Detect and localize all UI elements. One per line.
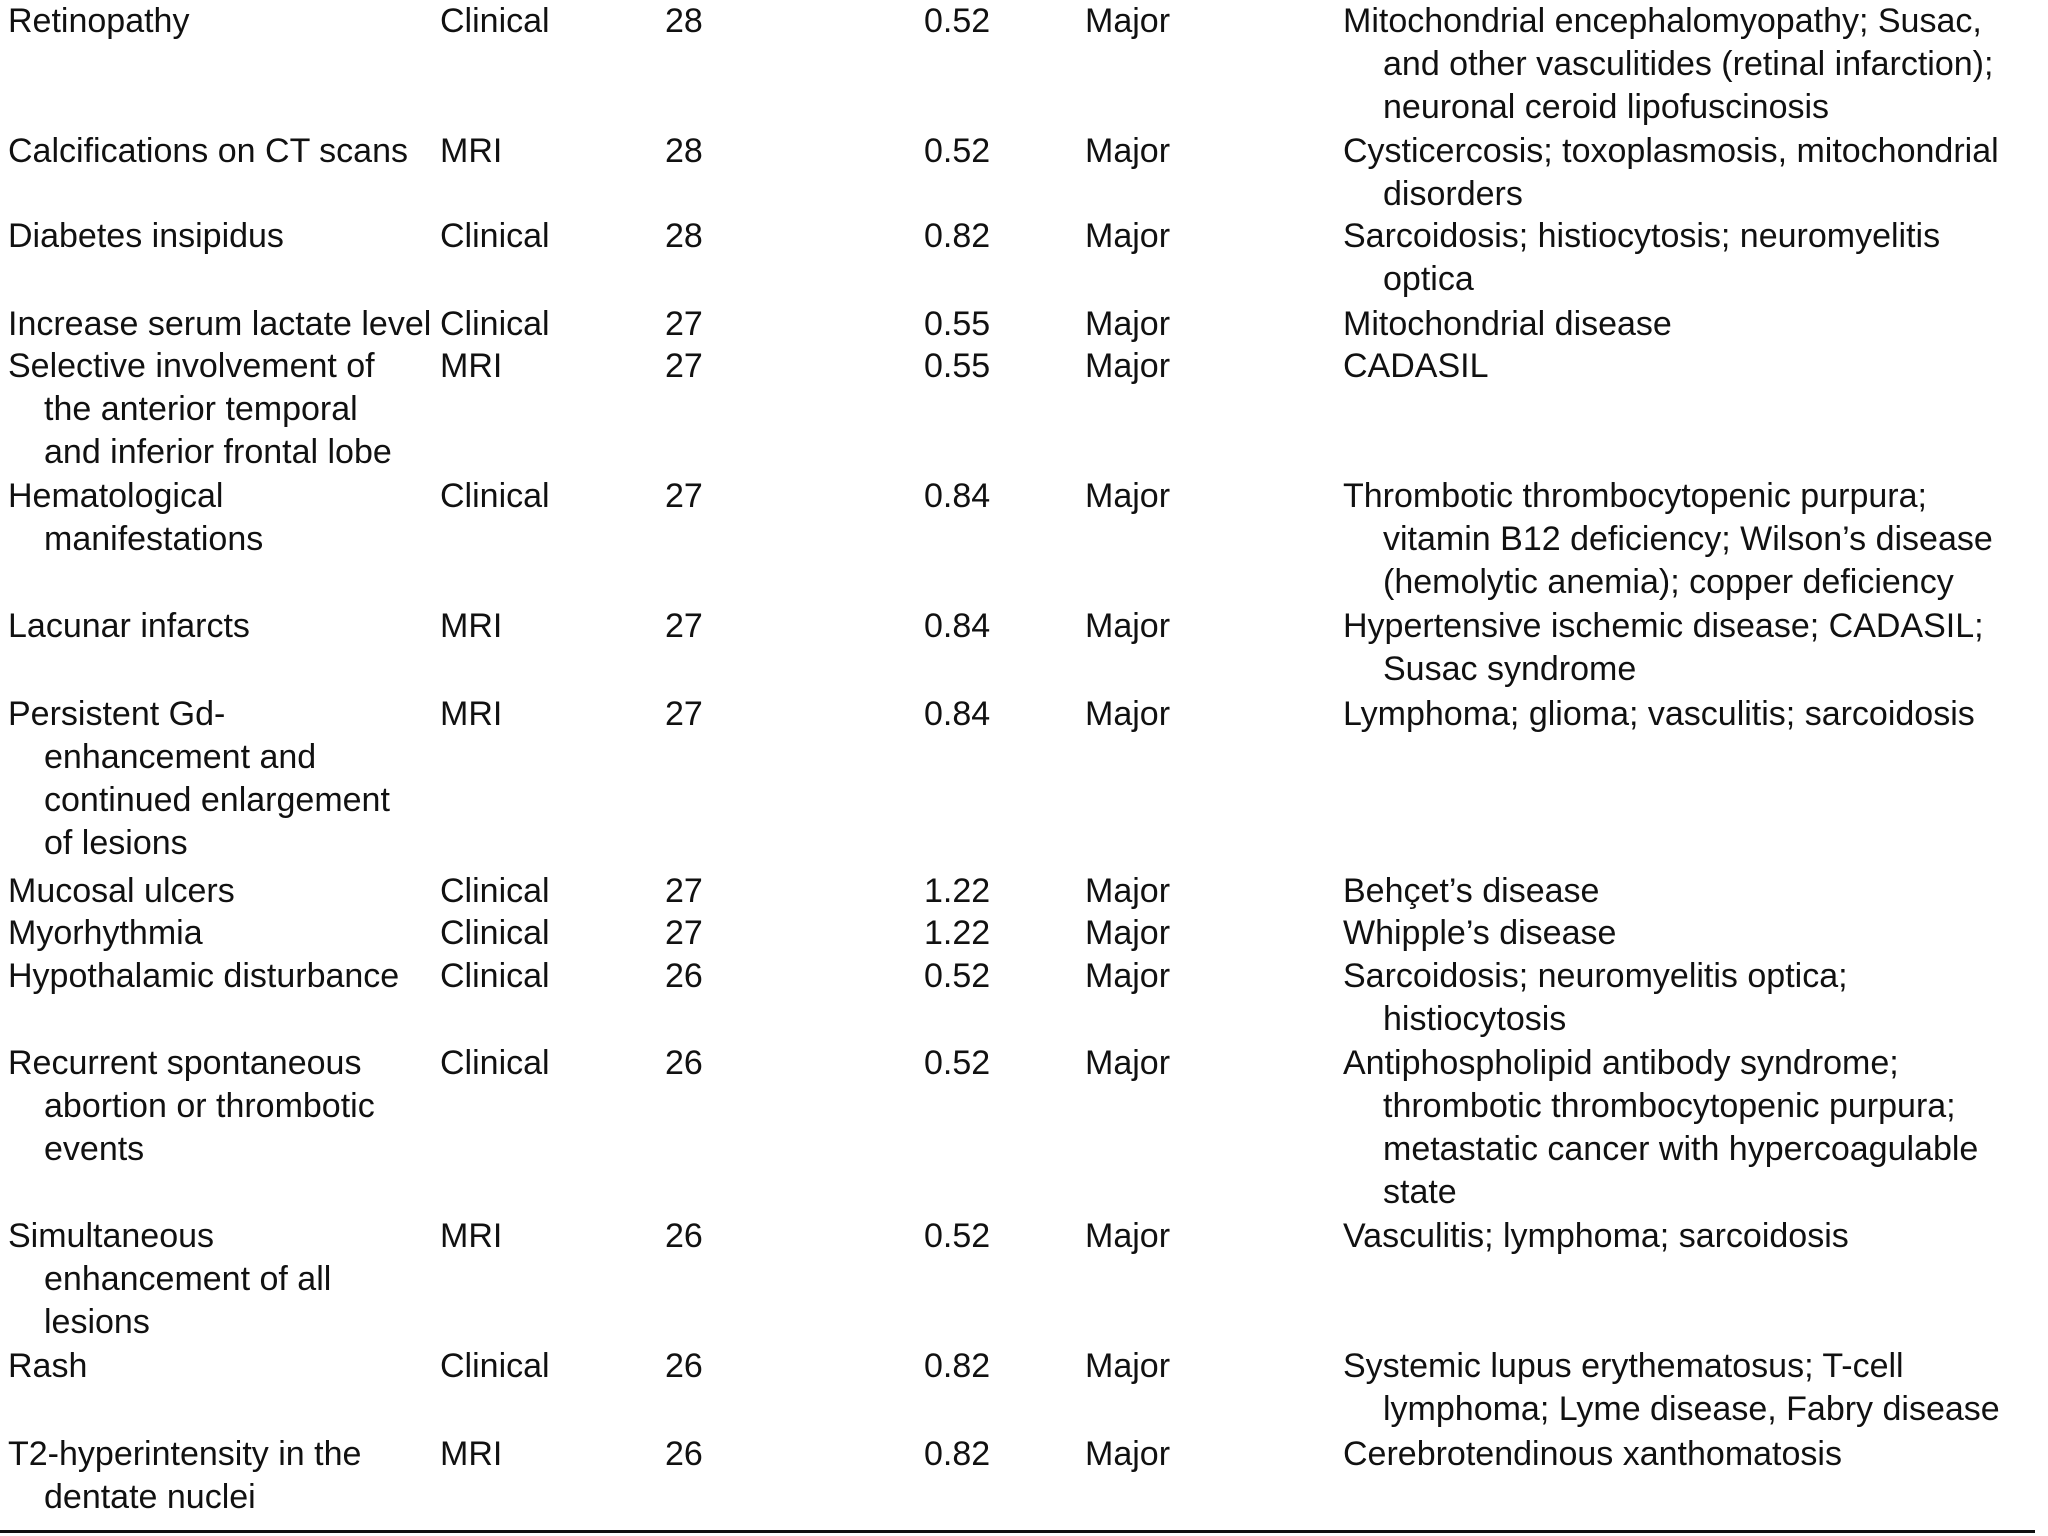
source-cell: MRI xyxy=(440,607,503,645)
alternative-diagnoses-cell xyxy=(1343,345,1489,388)
alternative-diagnoses-cell xyxy=(1343,130,1999,216)
alternative-diagnoses-text: Thrombotic thrombocytopenic purpura; xyxy=(1343,477,1927,515)
count-cell: 27 xyxy=(665,914,703,952)
alternative-diagnoses-text: Cerebrotendinous xanthomatosis xyxy=(1343,1435,1842,1473)
feature-text: events xyxy=(44,1130,145,1168)
ratio-cell: 0.82 xyxy=(924,217,991,255)
count-cell: 26 xyxy=(665,957,703,995)
alternative-diagnoses-cell xyxy=(1343,605,1984,691)
alternative-diagnoses-text: CADASIL xyxy=(1343,347,1489,385)
alternative-diagnoses-text: Sarcoidosis; neuromyelitis optica; xyxy=(1343,957,1848,995)
table-bottom-rule xyxy=(0,1530,2035,1533)
feature-text: Diabetes insipidus xyxy=(8,217,284,255)
count-cell: 28 xyxy=(665,217,703,255)
alternative-diagnoses-text: and other vasculitides (retinal infarction); xyxy=(1383,45,1994,83)
feature-text: Lacunar infarcts xyxy=(8,607,250,645)
alternative-diagnoses-text: Whipple’s disease xyxy=(1343,914,1617,952)
classification-cell: Major xyxy=(1085,1435,1171,1473)
feature-cell xyxy=(8,693,433,865)
ratio-cell: 1.22 xyxy=(924,914,991,952)
feature-text: Myorhythmia xyxy=(8,914,203,952)
feature-text: Mucosal ulcers xyxy=(8,872,235,910)
alternative-diagnoses-cell xyxy=(1343,0,1993,129)
source-cell: Clinical xyxy=(440,1347,550,1385)
alternative-diagnoses-text: Sarcoidosis; histiocytosis; neuromyelitis xyxy=(1343,217,1941,255)
ratio-cell: 0.52 xyxy=(924,2,991,40)
alternative-diagnoses-text: Systemic lupus erythematosus; T-cell xyxy=(1343,1347,1904,1385)
classification-cell: Major xyxy=(1085,695,1171,733)
feature-text: continued enlargement xyxy=(44,781,390,819)
source-cell: Clinical xyxy=(440,957,550,995)
feature-text: dentate nuclei xyxy=(44,1478,256,1516)
alternative-diagnoses-text: Antiphospholipid antibody syndrome; xyxy=(1343,1044,1899,1082)
source-cell: MRI xyxy=(440,132,503,170)
classification-cell: Major xyxy=(1085,2,1171,40)
classification-cell: Major xyxy=(1085,217,1171,255)
alternative-diagnoses-cell xyxy=(1343,1042,1978,1214)
classification-cell: Major xyxy=(1085,1217,1171,1255)
feature-cell xyxy=(8,870,433,913)
feature-cell xyxy=(8,1433,433,1519)
feature-cell xyxy=(8,1345,433,1388)
ratio-cell: 0.52 xyxy=(924,1044,991,1082)
count-cell: 26 xyxy=(665,1435,703,1473)
alternative-diagnoses-text: Lymphoma; glioma; vasculitis; sarcoidosis xyxy=(1343,695,1975,733)
source-cell: Clinical xyxy=(440,217,550,255)
source-cell: Clinical xyxy=(440,1044,550,1082)
ratio-cell: 0.52 xyxy=(924,957,991,995)
alternative-diagnoses-text: thrombotic thrombocytopenic purpura; xyxy=(1383,1087,1956,1125)
alternative-diagnoses-text: Vasculitis; lymphoma; sarcoidosis xyxy=(1343,1217,1849,1255)
feature-text: the anterior temporal xyxy=(44,390,358,428)
feature-text: Retinopathy xyxy=(8,2,190,40)
feature-cell xyxy=(8,475,433,561)
ratio-cell: 0.84 xyxy=(924,477,991,515)
feature-cell xyxy=(8,1042,433,1171)
feature-cell xyxy=(8,605,433,648)
alternative-diagnoses-cell xyxy=(1343,215,1940,301)
feature-text: T2-hyperintensity in the xyxy=(8,1435,362,1473)
classification-cell: Major xyxy=(1085,347,1171,385)
count-cell: 27 xyxy=(665,695,703,733)
ratio-cell: 0.55 xyxy=(924,305,991,343)
classification-cell: Major xyxy=(1085,1044,1171,1082)
alternative-diagnoses-text: Susac syndrome xyxy=(1383,650,1637,688)
source-cell: Clinical xyxy=(440,872,550,910)
alternative-diagnoses-text: Behçet’s disease xyxy=(1343,872,1600,910)
feature-text: Selective involvement of xyxy=(8,347,375,385)
alternative-diagnoses-text: vitamin B12 deficiency; Wilson’s disease xyxy=(1383,520,1993,558)
classification-cell: Major xyxy=(1085,132,1171,170)
count-cell: 26 xyxy=(665,1347,703,1385)
alternative-diagnoses-text: histiocytosis xyxy=(1383,1000,1567,1038)
feature-cell xyxy=(8,912,433,955)
alternative-diagnoses-text: lymphoma; Lyme disease, Fabry disease xyxy=(1383,1390,2000,1428)
ratio-cell: 1.22 xyxy=(924,872,991,910)
feature-text: Simultaneous xyxy=(8,1217,215,1255)
alternative-diagnoses-cell xyxy=(1343,1215,1849,1258)
classification-cell: Major xyxy=(1085,607,1171,645)
count-cell: 27 xyxy=(665,477,703,515)
ratio-cell: 0.84 xyxy=(924,695,991,733)
feature-text: Increase serum lactate level xyxy=(8,305,432,343)
count-cell: 28 xyxy=(665,2,703,40)
alternative-diagnoses-cell xyxy=(1343,303,1672,346)
source-cell: MRI xyxy=(440,695,503,733)
alternative-diagnoses-text: optica xyxy=(1383,260,1474,298)
feature-cell xyxy=(8,0,433,43)
feature-text: enhancement and xyxy=(44,738,317,776)
ratio-cell: 0.84 xyxy=(924,607,991,645)
alternative-diagnoses-text: disorders xyxy=(1383,175,1523,213)
alternative-diagnoses-cell xyxy=(1343,475,1993,604)
feature-text: and inferior frontal lobe xyxy=(44,433,392,471)
alternative-diagnoses-text: metastatic cancer with hypercoagulable xyxy=(1383,1130,1979,1168)
feature-text: abortion or thrombotic xyxy=(44,1087,375,1125)
alternative-diagnoses-cell xyxy=(1343,1433,1842,1476)
feature-text: Persistent Gd- xyxy=(8,695,226,733)
alternative-diagnoses-text: (hemolytic anemia); copper deficiency xyxy=(1383,563,1954,601)
count-cell: 26 xyxy=(665,1217,703,1255)
alternative-diagnoses-cell xyxy=(1343,912,1616,955)
feature-text: lesions xyxy=(44,1303,150,1341)
alternative-diagnoses-cell xyxy=(1343,693,1975,736)
source-cell: Clinical xyxy=(440,2,550,40)
classification-cell: Major xyxy=(1085,872,1171,910)
feature-text: of lesions xyxy=(44,824,188,862)
alternative-diagnoses-text: Hypertensive ischemic disease; CADASIL; xyxy=(1343,607,1984,645)
alternative-diagnoses-text: neuronal ceroid lipofuscinosis xyxy=(1383,88,1830,126)
alternative-diagnoses-cell xyxy=(1343,1345,2000,1431)
classification-cell: Major xyxy=(1085,914,1171,952)
count-cell: 28 xyxy=(665,132,703,170)
count-cell: 27 xyxy=(665,305,703,343)
alternative-diagnoses-text: state xyxy=(1383,1173,1457,1211)
alternative-diagnoses-text: Mitochondrial disease xyxy=(1343,305,1672,343)
ratio-cell: 0.52 xyxy=(924,132,991,170)
feature-cell xyxy=(8,130,433,173)
alternative-diagnoses-cell xyxy=(1343,955,1848,1041)
ratio-cell: 0.52 xyxy=(924,1217,991,1255)
classification-cell: Major xyxy=(1085,477,1171,515)
count-cell: 26 xyxy=(665,1044,703,1082)
feature-text: Recurrent spontaneous xyxy=(8,1044,362,1082)
alternative-diagnoses-text: Cysticercosis; toxoplasmosis, mitochondrial xyxy=(1343,132,1999,170)
feature-cell xyxy=(8,955,433,998)
source-cell: MRI xyxy=(440,1435,503,1473)
feature-cell xyxy=(8,1215,433,1344)
source-cell: Clinical xyxy=(440,477,550,515)
alternative-diagnoses-cell xyxy=(1343,870,1599,913)
source-cell: Clinical xyxy=(440,914,550,952)
feature-text: manifestations xyxy=(44,520,264,558)
source-cell: MRI xyxy=(440,1217,503,1255)
feature-text: Hematological xyxy=(8,477,224,515)
source-cell: Clinical xyxy=(440,305,550,343)
feature-text: Calcifications on CT scans xyxy=(8,132,408,170)
ratio-cell: 0.55 xyxy=(924,347,991,385)
alternative-diagnoses-text: Mitochondrial encephalomyopathy; Susac, xyxy=(1343,2,1982,40)
ratio-cell: 0.82 xyxy=(924,1435,991,1473)
classification-cell: Major xyxy=(1085,1347,1171,1385)
count-cell: 27 xyxy=(665,607,703,645)
count-cell: 27 xyxy=(665,872,703,910)
feature-text: Hypothalamic disturbance xyxy=(8,957,400,995)
ratio-cell: 0.82 xyxy=(924,1347,991,1385)
feature-cell xyxy=(8,303,433,346)
source-cell: MRI xyxy=(440,347,503,385)
classification-cell: Major xyxy=(1085,305,1171,343)
feature-text: Rash xyxy=(8,1347,88,1385)
count-cell: 27 xyxy=(665,347,703,385)
feature-cell xyxy=(8,345,433,474)
feature-cell xyxy=(8,215,433,258)
classification-cell: Major xyxy=(1085,957,1171,995)
feature-text: enhancement of all xyxy=(44,1260,332,1298)
